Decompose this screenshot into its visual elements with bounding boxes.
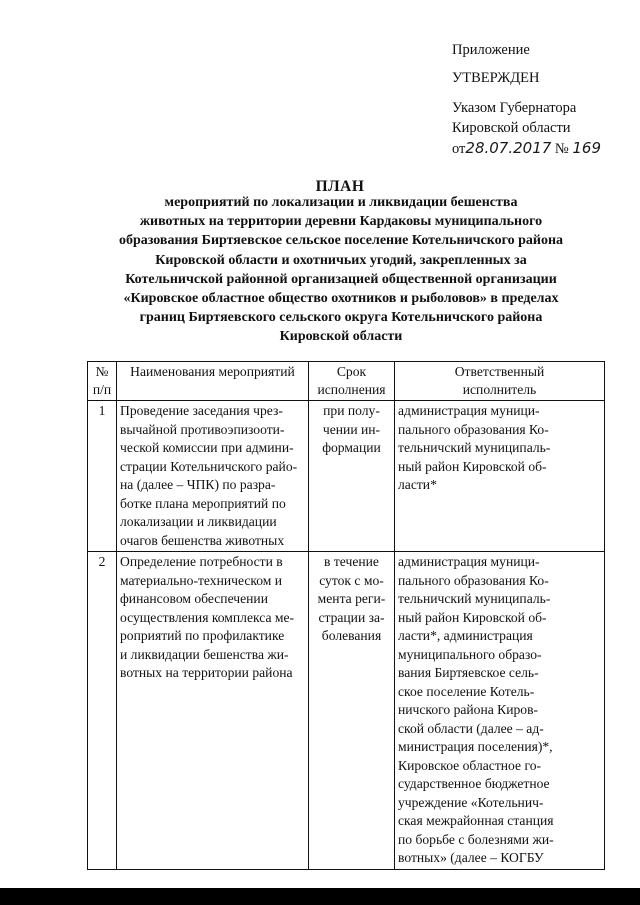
subtitle-line: «Кировское областное общество охотников и рыболовов» в пределах	[123, 291, 559, 307]
decree-date-number	[452, 138, 632, 159]
appendix-label: Приложение	[452, 42, 530, 58]
header-resp-line: Ответственный	[454, 364, 545, 379]
appendix-block	[452, 40, 632, 159]
cell-term-line: формации	[322, 440, 381, 455]
number-value: 169	[572, 139, 602, 157]
document-subtitle	[96, 193, 586, 347]
cell-term-line: суток с мо-	[319, 572, 384, 588]
cell-resp-line: муниципального образо-	[398, 646, 542, 662]
cell-name-line: вотных на территории района	[120, 665, 293, 680]
cell-term-line: при полу-	[323, 403, 380, 418]
cell-name-line: ботке плана мероприятий по	[120, 495, 286, 511]
cell-resp-line: Кировское областное го-	[398, 757, 542, 773]
subtitle-line: границ Биртяевского сельского округа Котельничского района	[139, 310, 543, 326]
header-name-line: Наименования мероприятий	[130, 364, 295, 379]
cell-term	[309, 552, 395, 870]
cell-resp	[395, 552, 605, 870]
subtitle-line: образования Биртяевское сельское поселение Котельничского района	[118, 233, 564, 249]
cell-resp-line: ласти*	[398, 477, 437, 492]
document-title: ПЛАН	[315, 178, 365, 195]
cell-term-line: страции за-	[318, 609, 385, 625]
cell-name-line: очагов бешенства животных	[120, 532, 285, 548]
cell-resp-line: ская межрайонная станция	[398, 813, 554, 828]
cell-term-line: чении ин-	[322, 421, 381, 437]
cell-resp-line: вотных» (далее – КОГБУ	[398, 850, 544, 865]
cell-name-line: страции Котельничского райо-	[120, 458, 298, 474]
cell-resp-line: администрация муници-	[398, 403, 540, 418]
header-name	[117, 362, 309, 401]
cell-name-line: ческой комиссии при админи-	[120, 440, 294, 455]
cell-name-line: Проведение заседания чрез-	[120, 403, 283, 418]
header-num	[88, 362, 117, 401]
cell-resp-line: ный район Кировской об-	[398, 609, 547, 625]
date-value: 28.07.2017	[465, 139, 552, 157]
cell-resp-line: по борьбе с болезнями жи-	[398, 831, 554, 847]
cell-name-line: на (далее – ЧПК) по разра-	[120, 477, 276, 492]
subtitle-line: Кировской области и охотничьих угодий, закрепленных за	[155, 252, 527, 268]
decree-line-2: Кировской области	[452, 120, 571, 136]
cell-num	[88, 552, 117, 870]
header-term-line: Срок	[336, 364, 367, 379]
cell-name-line: и ликвидации бешенства жи-	[120, 646, 289, 662]
cell-name-line: Определение потребности в	[120, 554, 283, 569]
header-resp-line: исполнитель	[462, 382, 537, 397]
cell-name-line: роприятий по профилактике	[120, 628, 285, 643]
subtitle-line: мероприятий по локализации и ликвидации бешенства	[164, 195, 518, 210]
header-term-line: исполнения	[317, 382, 386, 397]
cell-name	[117, 401, 309, 552]
cell-resp-line: ничского района Киров-	[398, 702, 539, 717]
cell-name-line: локализации и ликвидации	[120, 514, 277, 529]
cell-name-line: финансовом обеспечении	[120, 591, 268, 606]
cell-term-line: в течение	[324, 554, 379, 569]
decree-line-1: Указом Губернатора	[452, 100, 577, 116]
cell-resp-line: учреждение «Котельнич-	[398, 794, 544, 810]
date-prefix: от	[452, 141, 466, 157]
table-header-row	[88, 362, 605, 401]
cell-resp-line: администрация муници-	[398, 554, 540, 569]
table-row	[88, 401, 605, 552]
cell-resp-line: тельничский муниципаль-	[398, 440, 551, 455]
scan-edge-bar	[0, 888, 640, 905]
cell-resp-line: сударственное бюджетное	[398, 776, 550, 791]
cell-name-line: вычайной противоэпизооти-	[120, 421, 285, 437]
cell-term-line: болевания	[321, 628, 382, 643]
header-num-line: п/п	[92, 382, 112, 397]
cell-resp-line: ный район Кировской об-	[398, 458, 547, 474]
subtitle-line: животных на территории деревни Кардаковы муниципального	[139, 214, 543, 230]
cell-resp	[395, 401, 605, 552]
plan-table	[87, 361, 605, 870]
cell-name	[117, 552, 309, 870]
header-term	[309, 362, 395, 401]
cell-resp-line: министрация поселения)*,	[398, 739, 553, 754]
cell-term	[309, 401, 395, 552]
cell-name-line: осуществления комплекса ме-	[120, 609, 295, 625]
cell-resp-line: пального образования Ко-	[398, 572, 549, 588]
number-label: №	[554, 141, 569, 157]
table-row	[88, 552, 605, 870]
cell-resp-line: ской области (далее – ад-	[398, 720, 544, 736]
cell-name-line: материально-техническом и	[120, 572, 283, 588]
cell-num-line: 2	[98, 554, 106, 569]
subtitle-line: Котельничской районной организацией общественной организации	[125, 271, 557, 287]
approved-label: УТВЕРЖДЕН	[452, 70, 540, 86]
cell-resp-line: ское поселение Котель-	[398, 683, 535, 699]
cell-resp-line: тельничский муниципаль-	[398, 591, 551, 606]
subtitle-line: Кировской области	[279, 329, 403, 345]
cell-resp-line: ласти*, администрация	[398, 628, 533, 643]
cell-term-line: мента реги-	[317, 591, 386, 606]
header-resp	[395, 362, 605, 401]
cell-num-line: 1	[98, 403, 106, 418]
header-num-line: №	[95, 364, 109, 379]
cell-resp-line: вания Биртяевское сель-	[398, 665, 539, 680]
cell-num	[88, 401, 117, 552]
cell-resp-line: пального образования Ко-	[398, 421, 549, 437]
